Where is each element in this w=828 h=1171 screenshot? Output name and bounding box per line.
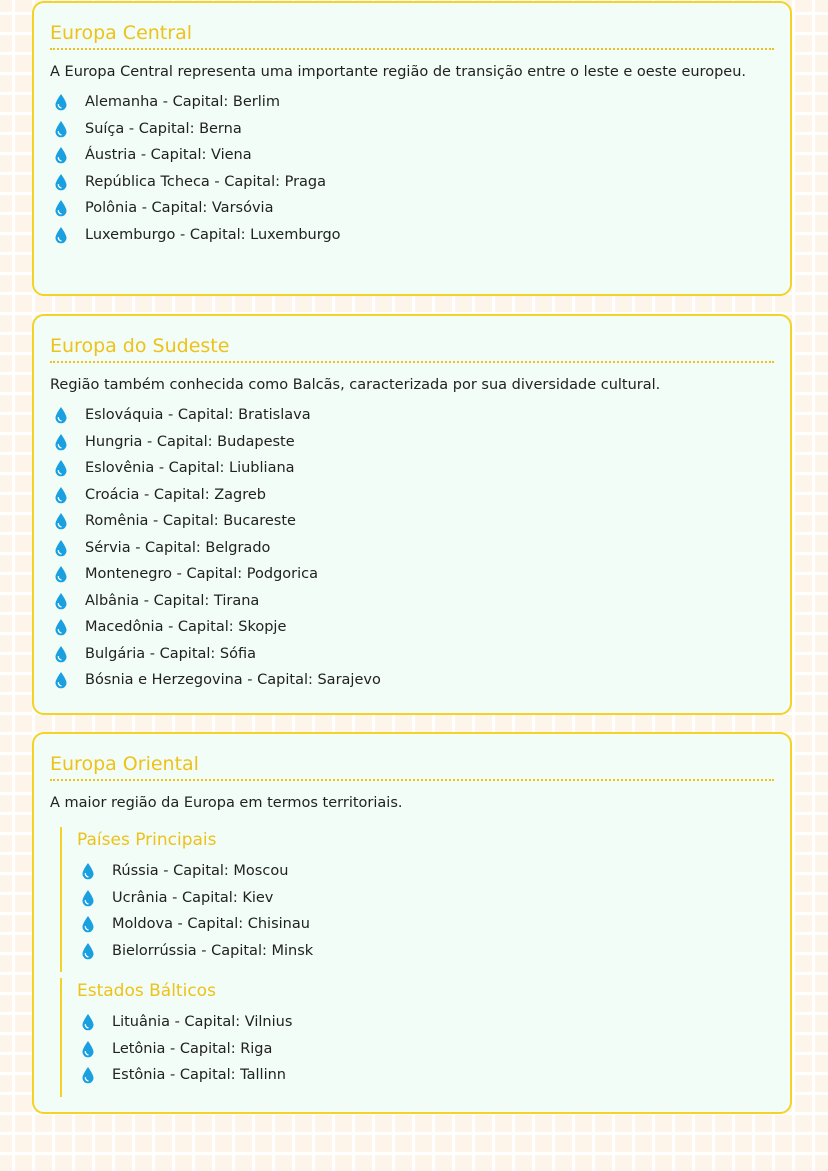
country-capital-text: Macedônia - Capital: Skopje: [85, 619, 287, 635]
subsection-title: Estados Bálticos: [77, 981, 216, 1001]
country-capital-text: Polônia - Capital: Varsóvia: [85, 200, 274, 216]
water-drop-icon: [54, 459, 68, 477]
section-description: A maior região da Europa em termos territoriais.: [50, 795, 403, 811]
water-drop-icon: [54, 226, 68, 244]
section-europa-do-sudeste: [32, 314, 792, 715]
list-item: [50, 614, 774, 641]
section-description: A Europa Central representa uma importante região de transição entre o leste e oeste europeu.: [50, 64, 746, 80]
list-item: [50, 222, 774, 249]
water-drop-icon: [54, 592, 68, 610]
country-capital-text: Bósnia e Herzegovina - Capital: Sarajevo: [85, 672, 381, 688]
list-item: [50, 535, 774, 562]
country-capital-text: Lituânia - Capital: Vilnius: [112, 1014, 293, 1030]
water-drop-icon: [54, 486, 68, 504]
country-capital-text: Montenegro - Capital: Podgorica: [85, 566, 319, 582]
list-item: [50, 641, 774, 668]
country-capital-text: Bulgária - Capital: Sófia: [85, 645, 257, 662]
list-item: [50, 402, 774, 429]
water-drop-icon: [54, 512, 68, 530]
country-capital-text: Bielorrússia - Capital: Minsk: [112, 942, 314, 959]
list-item: [50, 667, 774, 694]
country-capital-text: Estônia - Capital: Tallinn: [112, 1067, 286, 1083]
water-drop-icon: [54, 539, 68, 557]
list-item: [50, 195, 774, 222]
list-item: [77, 911, 774, 938]
subsection-title: Países Principais: [77, 830, 217, 850]
water-drop-icon: [54, 93, 68, 111]
country-capital-text: Áustria - Capital: Viena: [85, 147, 252, 163]
water-drop-icon: [54, 199, 68, 217]
list-item: [77, 938, 774, 965]
section-title: Europa do Sudeste: [50, 334, 774, 363]
list-item: [50, 588, 774, 615]
section-europa-central: [32, 1, 792, 296]
country-list: [77, 858, 774, 964]
water-drop-icon: [81, 862, 95, 880]
country-capital-text: Suíça - Capital: Berna: [85, 120, 242, 137]
list-item: [50, 169, 774, 196]
list-item: [50, 455, 774, 482]
water-drop-icon: [81, 889, 95, 907]
water-drop-icon: [81, 915, 95, 933]
list-item: [50, 561, 774, 588]
water-drop-icon: [81, 1013, 95, 1031]
list-item: [77, 1009, 774, 1036]
water-drop-icon: [54, 433, 68, 451]
country-capital-text: Hungria - Capital: Budapeste: [85, 433, 295, 450]
list-item: [50, 508, 774, 535]
subsection-paises-principais: [60, 827, 774, 972]
list-item: [50, 142, 774, 169]
country-capital-text: Romênia - Capital: Bucareste: [85, 513, 296, 529]
list-item: [77, 858, 774, 885]
section-description: Região também conhecida como Balcãs, caracterizada por sua diversidade cultural.: [50, 377, 661, 393]
country-capital-text: Croácia - Capital: Zagreb: [85, 486, 266, 503]
country-capital-text: Albânia - Capital: Tirana: [85, 592, 260, 609]
section-title: Europa Central: [50, 21, 774, 50]
country-capital-text: Rússia - Capital: Moscou: [112, 863, 289, 879]
list-item: [50, 429, 774, 456]
country-list: [50, 402, 774, 694]
water-drop-icon: [54, 671, 68, 689]
list-item: [77, 1062, 774, 1089]
country-capital-text: Eslovênia - Capital: Liubliana: [85, 460, 295, 476]
country-capital-text: Eslováquia - Capital: Bratislava: [85, 407, 311, 423]
country-list: [77, 1009, 774, 1089]
subsection-estados-balticos: [60, 978, 774, 1097]
country-capital-text: República Tcheca - Capital: Praga: [85, 173, 327, 190]
water-drop-icon: [54, 565, 68, 583]
section-title: Europa Oriental: [50, 752, 774, 781]
water-drop-icon: [54, 645, 68, 663]
country-capital-text: Sérvia - Capital: Belgrado: [85, 539, 271, 556]
water-drop-icon: [54, 173, 68, 191]
list-item: [50, 116, 774, 143]
country-capital-text: Alemanha - Capital: Berlim: [85, 94, 280, 110]
water-drop-icon: [54, 618, 68, 636]
country-list: [50, 89, 774, 248]
water-drop-icon: [81, 1066, 95, 1084]
water-drop-icon: [54, 146, 68, 164]
list-item: [77, 1036, 774, 1063]
water-drop-icon: [81, 1040, 95, 1058]
water-drop-icon: [81, 942, 95, 960]
water-drop-icon: [54, 406, 68, 424]
list-item: [77, 885, 774, 912]
country-capital-text: Luxemburgo - Capital: Luxemburgo: [85, 226, 341, 243]
list-item: [50, 482, 774, 509]
section-europa-oriental: [32, 732, 792, 1114]
list-item: [50, 89, 774, 116]
country-capital-text: Letônia - Capital: Riga: [112, 1040, 273, 1057]
country-capital-text: Ucrânia - Capital: Kiev: [112, 889, 274, 906]
water-drop-icon: [54, 120, 68, 138]
country-capital-text: Moldova - Capital: Chisinau: [112, 916, 310, 932]
